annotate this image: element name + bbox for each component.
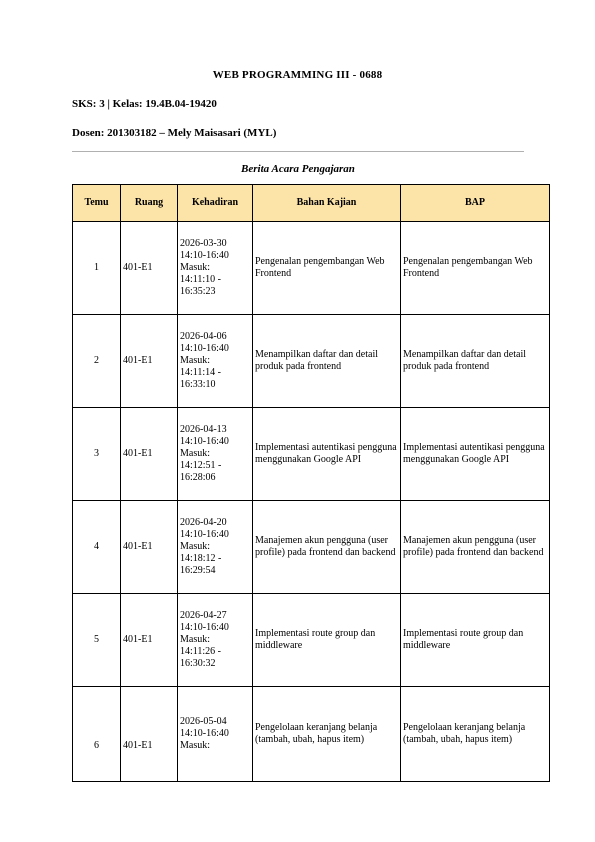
cell-bahan-kajian: Pengelolaan keranjang belanja (tambah, ubah, hapus item)	[253, 687, 401, 782]
cell-bap: Implementasi route group dan middleware	[401, 594, 550, 687]
cell-kehadiran	[178, 315, 253, 408]
cell-kehadiran	[178, 594, 253, 687]
cell-kehadiran	[178, 501, 253, 594]
cell-temu: 6	[73, 687, 121, 782]
cell-bahan-kajian: Implementasi autentikasi pengguna menggunakan Google API	[253, 408, 401, 501]
cell-bap: Implementasi autentikasi pengguna menggunakan Google API	[401, 408, 550, 501]
cell-temu: 1	[73, 222, 121, 315]
cell-bahan-kajian: Menampilkan daftar dan detail produk pada frontend	[253, 315, 401, 408]
divider	[72, 151, 524, 152]
cell-bap: Pengenalan pengembangan Web Frontend	[401, 222, 550, 315]
cell-temu: 5	[73, 594, 121, 687]
kehadiran-masuk-end: 16:33:10	[180, 379, 216, 390]
cell-bahan-kajian: Manajemen akun pengguna (user profile) pada frontend dan backend	[253, 501, 401, 594]
table-row	[73, 315, 550, 408]
kehadiran-date: 2026-04-27	[180, 610, 227, 621]
kehadiran-time: 14:10-16:40	[180, 343, 229, 354]
cell-ruang: 401-E1	[121, 315, 178, 408]
col-header-ruang: Ruang	[121, 185, 178, 222]
table-row	[73, 408, 550, 501]
kehadiran-time: 14:10-16:40	[180, 436, 229, 447]
table-row	[73, 687, 550, 782]
cell-bap: Menampilkan daftar dan detail produk pada frontend	[401, 315, 550, 408]
cell-ruang: 401-E1	[121, 501, 178, 594]
kehadiran-masuk-end: 16:29:54	[180, 565, 216, 576]
table-row	[73, 501, 550, 594]
kehadiran-masuk-start: 14:11:26 -	[180, 646, 222, 657]
kehadiran-masuk-label: Masuk:	[180, 262, 210, 273]
kehadiran-masuk-label: Masuk:	[180, 448, 210, 459]
kehadiran-masuk-label: Masuk:	[180, 355, 210, 366]
cell-bap: Pengelolaan keranjang belanja (tambah, ubah, hapus item)	[401, 687, 550, 782]
kehadiran-masuk-end: 16:28:06	[180, 472, 216, 483]
sks-kelas-line: SKS: 3 | Kelas: 19.4B.04-19420	[72, 98, 217, 110]
kehadiran-masuk-end: 16:30:32	[180, 658, 216, 669]
kehadiran-date: 2026-04-06	[180, 331, 227, 342]
cell-ruang: 401-E1	[121, 408, 178, 501]
kehadiran-time: 14:10-16:40	[180, 622, 229, 633]
kehadiran-time: 14:10-16:40	[180, 728, 229, 739]
table-header-row	[73, 185, 550, 222]
kehadiran-masuk-start: 14:12:51 -	[180, 460, 222, 471]
cell-bahan-kajian: Implementasi route group dan middleware	[253, 594, 401, 687]
kehadiran-time: 14:10-16:40	[180, 529, 229, 540]
kehadiran-masuk-label: Masuk:	[180, 634, 210, 645]
cell-temu: 2	[73, 315, 121, 408]
cell-temu: 4	[73, 501, 121, 594]
kehadiran-masuk-start: 14:11:14 -	[180, 367, 222, 378]
kehadiran-masuk-start: 14:18:12 -	[180, 553, 222, 564]
kehadiran-masuk-label: Masuk:	[180, 740, 210, 751]
col-header-bap: BAP	[401, 185, 550, 222]
cell-bahan-kajian: Pengenalan pengembangan Web Frontend	[253, 222, 401, 315]
cell-ruang: 401-E1	[121, 687, 178, 782]
dosen-line: Dosen: 201303182 – Mely Maisasari (MYL)	[72, 127, 277, 139]
kehadiran-date: 2026-03-30	[180, 238, 227, 249]
kehadiran-date: 2026-04-20	[180, 517, 227, 528]
kehadiran-date: 2026-05-04	[180, 716, 227, 727]
cell-bap: Manajemen akun pengguna (user profile) pada frontend dan backend	[401, 501, 550, 594]
kehadiran-masuk-label: Masuk:	[180, 541, 210, 552]
kehadiran-time: 14:10-16:40	[180, 250, 229, 261]
kehadiran-masuk-end: 16:35:23	[180, 286, 216, 297]
table-row	[73, 594, 550, 687]
kehadiran-masuk-start: 14:11:10 -	[180, 274, 222, 285]
cell-kehadiran	[178, 687, 253, 782]
bap-table	[72, 184, 550, 782]
col-header-temu: Temu	[73, 185, 121, 222]
col-header-bahan-kajian: Bahan Kajian	[253, 185, 401, 222]
kehadiran-date: 2026-04-13	[180, 424, 227, 435]
table-row	[73, 222, 550, 315]
cell-kehadiran	[178, 222, 253, 315]
section-title: Berita Acara Pengajaran	[241, 163, 355, 175]
cell-kehadiran	[178, 408, 253, 501]
cell-ruang: 401-E1	[121, 222, 178, 315]
cell-ruang: 401-E1	[121, 594, 178, 687]
col-header-kehadiran: Kehadiran	[178, 185, 253, 222]
document-title: WEB PROGRAMMING III - 0688	[212, 69, 383, 81]
cell-temu: 3	[73, 408, 121, 501]
